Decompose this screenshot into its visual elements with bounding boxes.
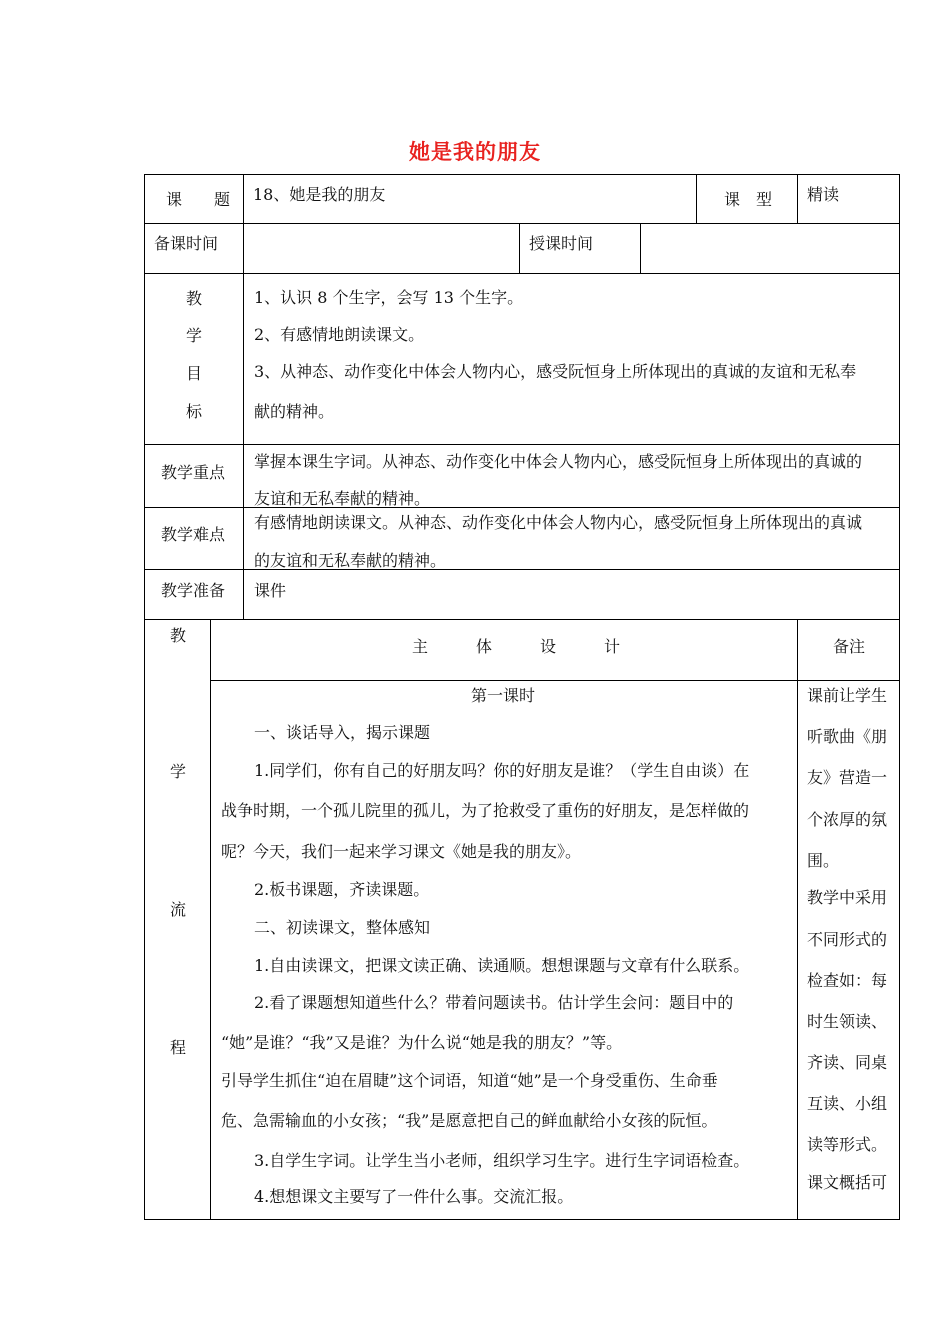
difficulty-label: 教学难点: [161, 525, 226, 544]
topic-value: 18、她是我的朋友: [253, 185, 386, 204]
teach-time-label: 授课时间: [529, 234, 594, 253]
lesson-type-value: 精读: [807, 185, 840, 204]
focus-label: 教学重点: [161, 463, 226, 482]
lesson-type-label: 课 型: [724, 190, 773, 209]
topic-label: 课 题: [166, 190, 231, 209]
prep-time-label: 备课时间: [154, 234, 219, 253]
document-title: 她是我的朋友: [409, 139, 541, 164]
prep-value: 课件: [254, 581, 287, 600]
prep-label: 教学准备: [161, 581, 226, 600]
main-design-header: 主 体 设 计: [412, 637, 621, 656]
period-heading: 第一课时: [471, 686, 536, 705]
notes-header: 备注: [833, 637, 866, 656]
